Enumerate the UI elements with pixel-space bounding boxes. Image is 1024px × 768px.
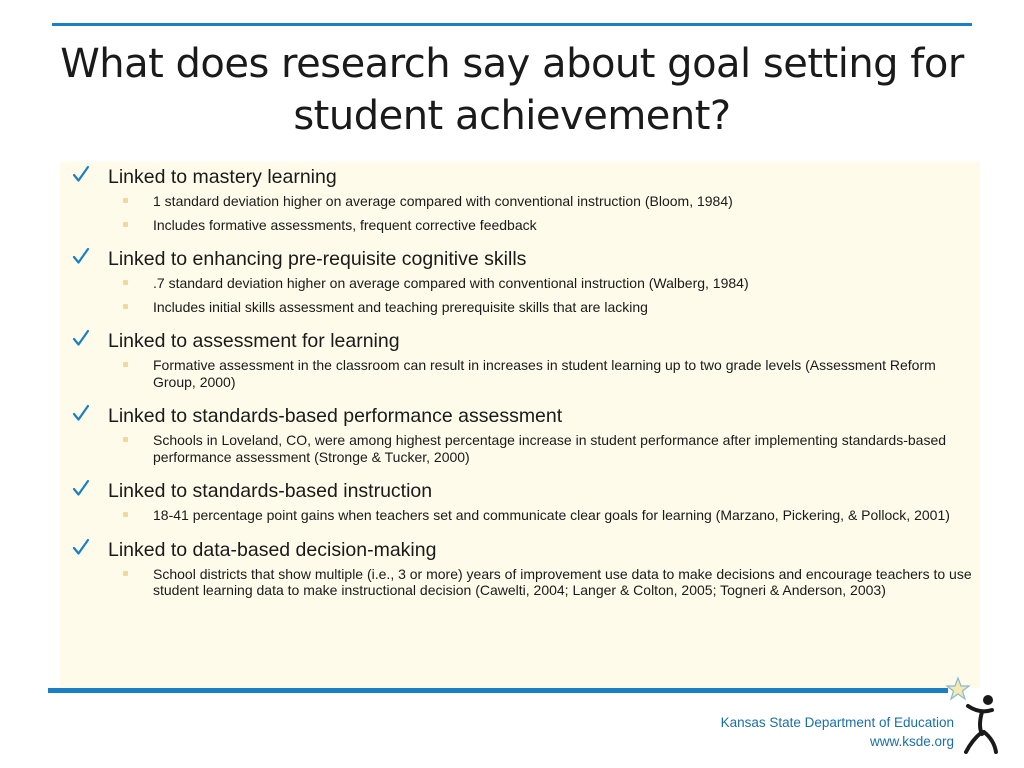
sub-bullet	[153, 193, 972, 217]
sub-bullet-text: Includes initial skills assessment and teaching prerequisite skills that are lacking	[153, 298, 648, 315]
sub-bullet-marker	[123, 280, 128, 285]
checkmark-icon	[72, 328, 90, 348]
ksde-logo-icon	[942, 676, 1006, 756]
sub-bullet-text: Includes formative assessments, frequent corrective feedback	[153, 216, 537, 233]
star-icon	[947, 678, 969, 699]
bullet-item	[66, 164, 972, 240]
sub-bullet-text: 1 standard deviation higher on average compared with conventional instruction (Bloom, 1984)	[153, 193, 733, 209]
sub-bullet	[153, 299, 972, 323]
sub-bullet	[153, 357, 972, 397]
bullet-item-label: Linked to mastery learning	[108, 166, 337, 188]
sub-bullet-marker	[123, 222, 128, 227]
bullet-item	[66, 403, 972, 472]
sub-bullet-text: 18-41 percentage point gains when teachers set and communicate clear goals for learning (Marzano, Pickering, & Pollock, 2001)	[153, 507, 950, 523]
sub-bullet-marker	[123, 437, 128, 442]
sub-bullet-marker	[123, 198, 128, 203]
bottom-divider	[48, 688, 948, 693]
sub-bullet-marker	[123, 304, 128, 309]
checkmark-icon	[72, 537, 90, 557]
bullet-item-label: Linked to standards-based performance assessment	[108, 405, 563, 427]
top-divider	[52, 23, 972, 26]
slide-title: What does research say about goal setting for student achievement?	[60, 41, 964, 139]
sub-bullet	[153, 432, 972, 472]
bullet-item	[66, 478, 972, 531]
bullet-item-label: Linked to data-based decision-making	[108, 538, 437, 561]
bullet-item	[66, 246, 972, 322]
bullet-item	[66, 537, 972, 606]
bullet-item-label: Linked to standards-based instruction	[108, 480, 433, 502]
sub-bullet-marker	[123, 512, 128, 517]
sub-bullet-text: Formative assessment in the classroom can result in increases in student learning up to two grade levels (Assessment Reform Group, 2000)	[153, 357, 936, 390]
footer-url[interactable]: www.ksde.org	[869, 734, 954, 749]
sub-bullet	[153, 507, 972, 531]
checkmark-icon	[72, 164, 90, 184]
checkmark-icon	[72, 246, 90, 266]
footer	[721, 713, 954, 751]
sub-bullet	[153, 275, 972, 299]
sub-bullet-text: Schools in Loveland, CO, were among highest percentage increase in student performance after implementing standards-based performance assessment (Stronge & Tucker, 2000)	[153, 432, 947, 465]
footer-org: Kansas State Department of Education	[720, 715, 954, 730]
sub-bullet	[153, 217, 972, 241]
bullet-list	[66, 164, 972, 612]
sub-bullet-text: .7 standard deviation higher on average compared with conventional instruction (Walberg, 1984)	[153, 275, 749, 291]
checkmark-icon	[72, 478, 90, 498]
sub-bullet-text: School districts that show multiple (i.e., 3 or more) years of improvement use data to make decisions and encourage teachers to use student learning data to make instructional decision (Cawelti, 2004; Langer & Colton, 2005; Togneri & Anderson, 2003)	[153, 565, 972, 598]
sub-bullet	[153, 566, 972, 606]
bullet-item	[66, 328, 972, 397]
sub-bullet-marker	[123, 571, 128, 576]
bullet-item-label: Linked to assessment for learning	[108, 330, 400, 352]
sub-bullet-marker	[123, 362, 128, 367]
bullet-item-label: Linked to enhancing pre-requisite cognitive skills	[108, 248, 527, 270]
checkmark-icon	[72, 403, 90, 423]
